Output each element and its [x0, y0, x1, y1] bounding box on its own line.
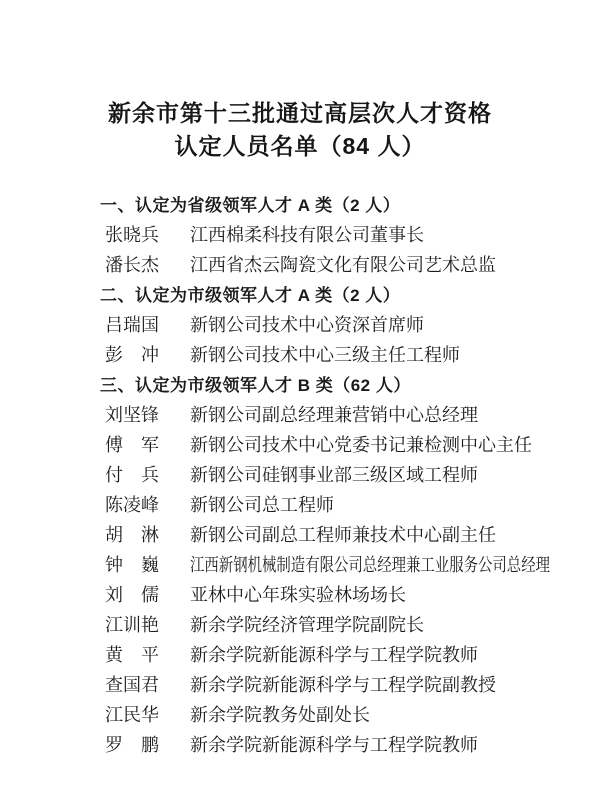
entry-name: 胡 淋 — [105, 525, 159, 545]
entry-position: 新余学院经济管理学院副院长 — [190, 615, 424, 635]
entry-row — [105, 556, 600, 575]
entry-name: 张晓兵 — [105, 225, 159, 245]
entry-name: 罗 鹏 — [105, 735, 159, 755]
entry-row — [105, 436, 600, 455]
section-heading: 二、认定为市级领军人才 A 类（2 人） — [100, 286, 401, 305]
entry-position: 新余学院教务处副处长 — [190, 705, 370, 725]
entry-position: 新钢公司总工程师 — [190, 495, 334, 515]
entry-row — [105, 346, 600, 365]
entry-row — [105, 706, 600, 725]
entry-row — [105, 226, 600, 245]
entry-position: 江西新钢机械制造有限公司总经理兼工业服务公司总经理 — [190, 555, 550, 575]
entry-name: 江民华 — [105, 705, 159, 725]
entry-name: 吕瑞国 — [105, 315, 159, 335]
entry-position: 新钢公司副总经理兼营销中心总经理 — [190, 405, 478, 425]
entry-row — [105, 616, 600, 635]
entry-position: 新钢公司副总工程师兼技术中心副主任 — [190, 525, 496, 545]
entry-row — [105, 466, 600, 485]
entry-name: 江训艳 — [105, 615, 159, 635]
entry-name: 刘 儒 — [105, 585, 159, 605]
entry-name: 钟 巍 — [105, 555, 159, 575]
entry-position: 新钢公司技术中心资深首席师 — [190, 315, 424, 335]
entry-position: 新钢公司技术中心党委书记兼检测中心主任 — [190, 435, 532, 455]
title-line-2: 认定人员名单（84 人） — [174, 133, 426, 159]
entry-name: 查国君 — [105, 675, 159, 695]
entry-position: 新余学院新能源科学与工程学院教师 — [190, 735, 478, 755]
entry-position: 新余学院新能源科学与工程学院副教授 — [190, 675, 496, 695]
entry-name: 黄 平 — [105, 645, 159, 665]
entry-position: 新钢公司技术中心三级主任工程师 — [190, 345, 460, 365]
entry-row — [105, 676, 600, 695]
entry-position: 新钢公司硅钢事业部三级区域工程师 — [190, 465, 478, 485]
entry-name: 潘长杰 — [105, 255, 159, 275]
entry-row — [105, 736, 600, 755]
entry-name: 彭 冲 — [105, 345, 159, 365]
entry-position: 江西省杰云陶瓷文化有限公司艺术总监 — [190, 255, 496, 275]
talent-list — [0, 196, 600, 755]
entry-row — [105, 316, 600, 335]
entry-position: 新余学院新能源科学与工程学院教师 — [190, 645, 478, 665]
section-heading: 一、认定为省级领军人才 A 类（2 人） — [100, 196, 401, 215]
entry-position: 江西棉柔科技有限公司董事长 — [190, 225, 424, 245]
entry-row — [105, 256, 600, 275]
title-line-1: 新余市第十三批通过高层次人才资格 — [108, 100, 492, 126]
entry-name: 傅 军 — [105, 435, 159, 455]
section-heading: 三、认定为市级领军人才 B 类（62 人） — [100, 376, 411, 395]
document-title — [0, 0, 600, 163]
entry-row — [105, 586, 600, 605]
entry-position: 亚林中心年珠实验林场场长 — [190, 585, 406, 605]
entry-name: 刘坚锋 — [105, 405, 159, 425]
entry-name: 付 兵 — [105, 465, 159, 485]
entry-name: 陈凌峰 — [105, 495, 159, 515]
entry-row — [105, 646, 600, 665]
entry-row — [105, 496, 600, 515]
entry-row — [105, 406, 600, 425]
entry-row — [105, 526, 600, 545]
